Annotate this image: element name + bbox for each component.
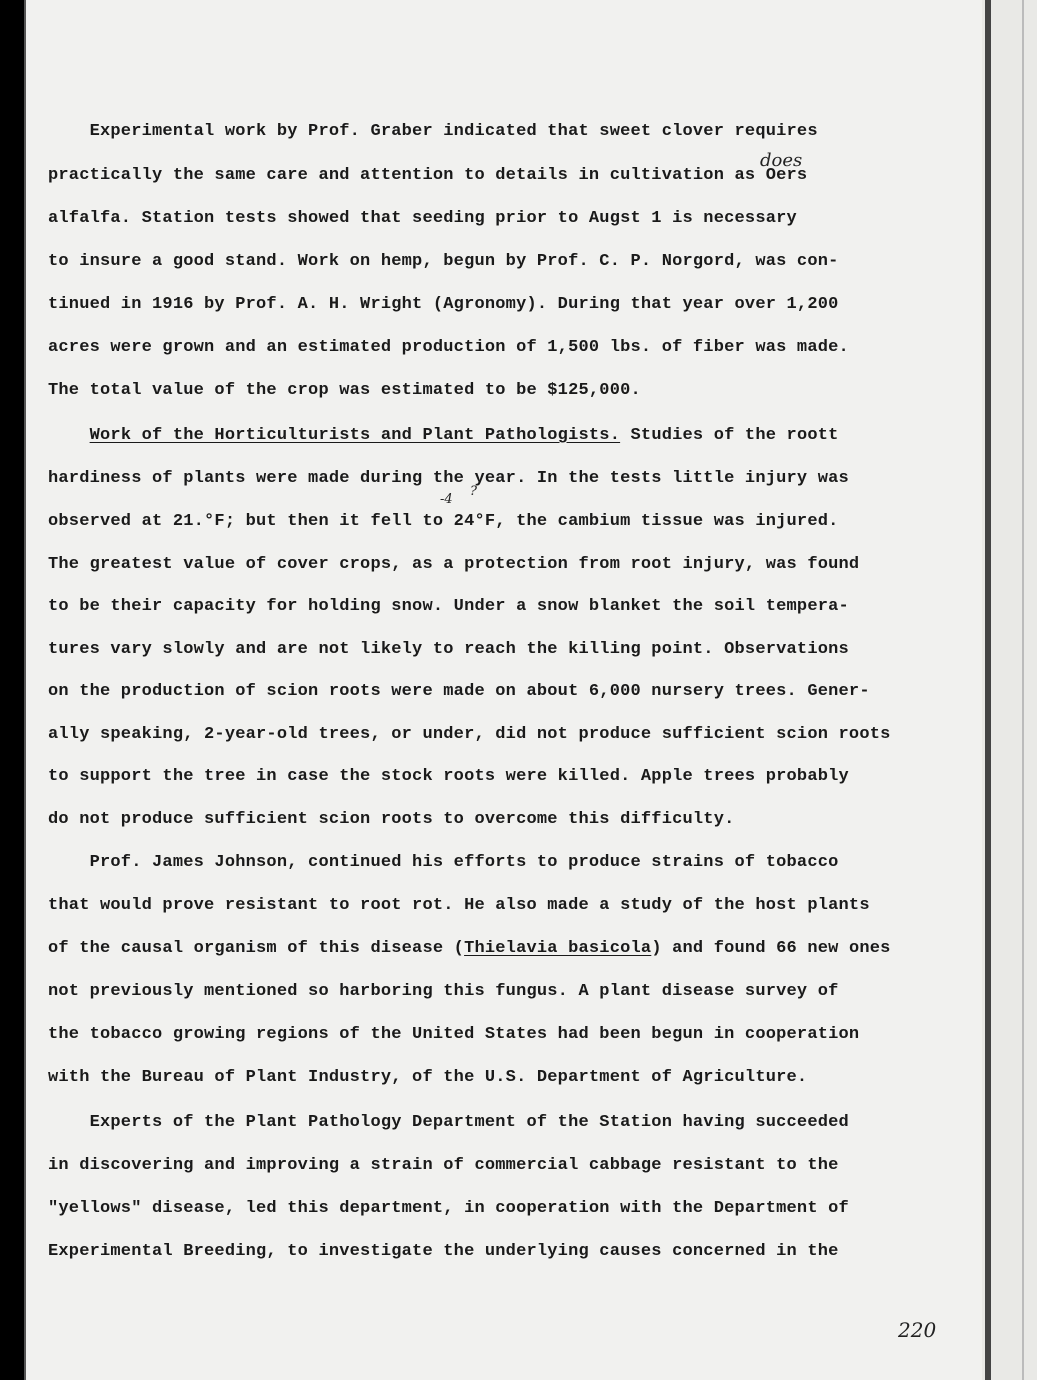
text-line: tinued in 1916 by Prof. A. H. Wright (Agronomy). During that year over 1,200 [48, 295, 839, 314]
handwritten-correction: -4 [440, 492, 453, 507]
text-line: alfalfa. Station tests showed that seeding prior to Augst 1 is necessary [48, 209, 797, 228]
text-line: do not produce sufficient scion roots to overcome this difficulty. [48, 810, 735, 829]
text-span: Studies of the roott [620, 426, 839, 445]
handwritten-correction: does [760, 150, 803, 171]
text-line: with the Bureau of Plant Industry, of the U.S. Department of Agriculture. [48, 1068, 808, 1087]
text-line: that would prove resistant to root rot. He also made a study of the host plants [48, 896, 870, 915]
text-line: Experimental work by Prof. Graber indicated that sweet clover requires [48, 122, 818, 141]
text-line: acres were grown and an estimated production of 1,500 lbs. of fiber was made. [48, 338, 849, 357]
text-line: Experts of the Plant Pathology Department of the Station having succeeded [48, 1113, 849, 1132]
text-line: not previously mentioned so harboring this fungus. A plant disease survey of [48, 982, 839, 1001]
text-line: to insure a good stand. Work on hemp, begun by Prof. C. P. Norgord, was con- [48, 252, 839, 271]
text-line: to be their capacity for holding snow. Under a snow blanket the soil tempera- [48, 597, 849, 616]
species-name: Thielavia basicola [464, 939, 652, 958]
text-line: practically the same care and attention to details in cultivation as Oers [48, 166, 808, 185]
text-line: The greatest value of cover crops, as a protection from root injury, was found [48, 555, 860, 574]
text-line: observed at 21.°F; but then it fell to 24°F, the cambium tissue was injured. [48, 512, 839, 531]
text-line: hardiness of plants were made during the year. In the tests little injury was [48, 469, 849, 488]
text-line: in discovering and improving a strain of commercial cabbage resistant to the [48, 1156, 839, 1175]
edge-rule [1022, 0, 1024, 1380]
text-line: ally speaking, 2-year-old trees, or under, did not produce sufficient scion roots [48, 725, 891, 744]
handwritten-query: ? [470, 484, 477, 499]
text-line: to support the tree in case the stock roots were killed. Apple trees probably [48, 767, 849, 786]
text-line: Prof. James Johnson, continued his efforts to produce strains of tobacco [48, 853, 839, 872]
section-heading: Work of the Horticulturists and Plant Pathologists. [89, 426, 621, 445]
text-line: "yellows" disease, led this department, in cooperation with the Department of [48, 1199, 849, 1218]
text-span: of the causal organism of this disease ( [48, 939, 465, 958]
text-line: the tobacco growing regions of the United States had been begun in cooperation [48, 1025, 860, 1044]
text-line: The total value of the crop was estimated to be $125,000. [48, 381, 641, 400]
text-line [48, 426, 908, 445]
text-line: on the production of scion roots were made on about 6,000 nursery trees. Gener- [48, 682, 870, 701]
text-line: tures vary slowly and are not likely to reach the killing point. Observations [48, 640, 849, 659]
binding-bar [985, 0, 991, 1380]
book-edge [982, 0, 1037, 1380]
text-line [48, 939, 908, 958]
text-line: Experimental Breeding, to investigate the underlying causes concerned in the [48, 1242, 839, 1261]
text-span: ) and found 66 new ones [651, 939, 891, 958]
page-number: 220 [898, 1318, 937, 1342]
